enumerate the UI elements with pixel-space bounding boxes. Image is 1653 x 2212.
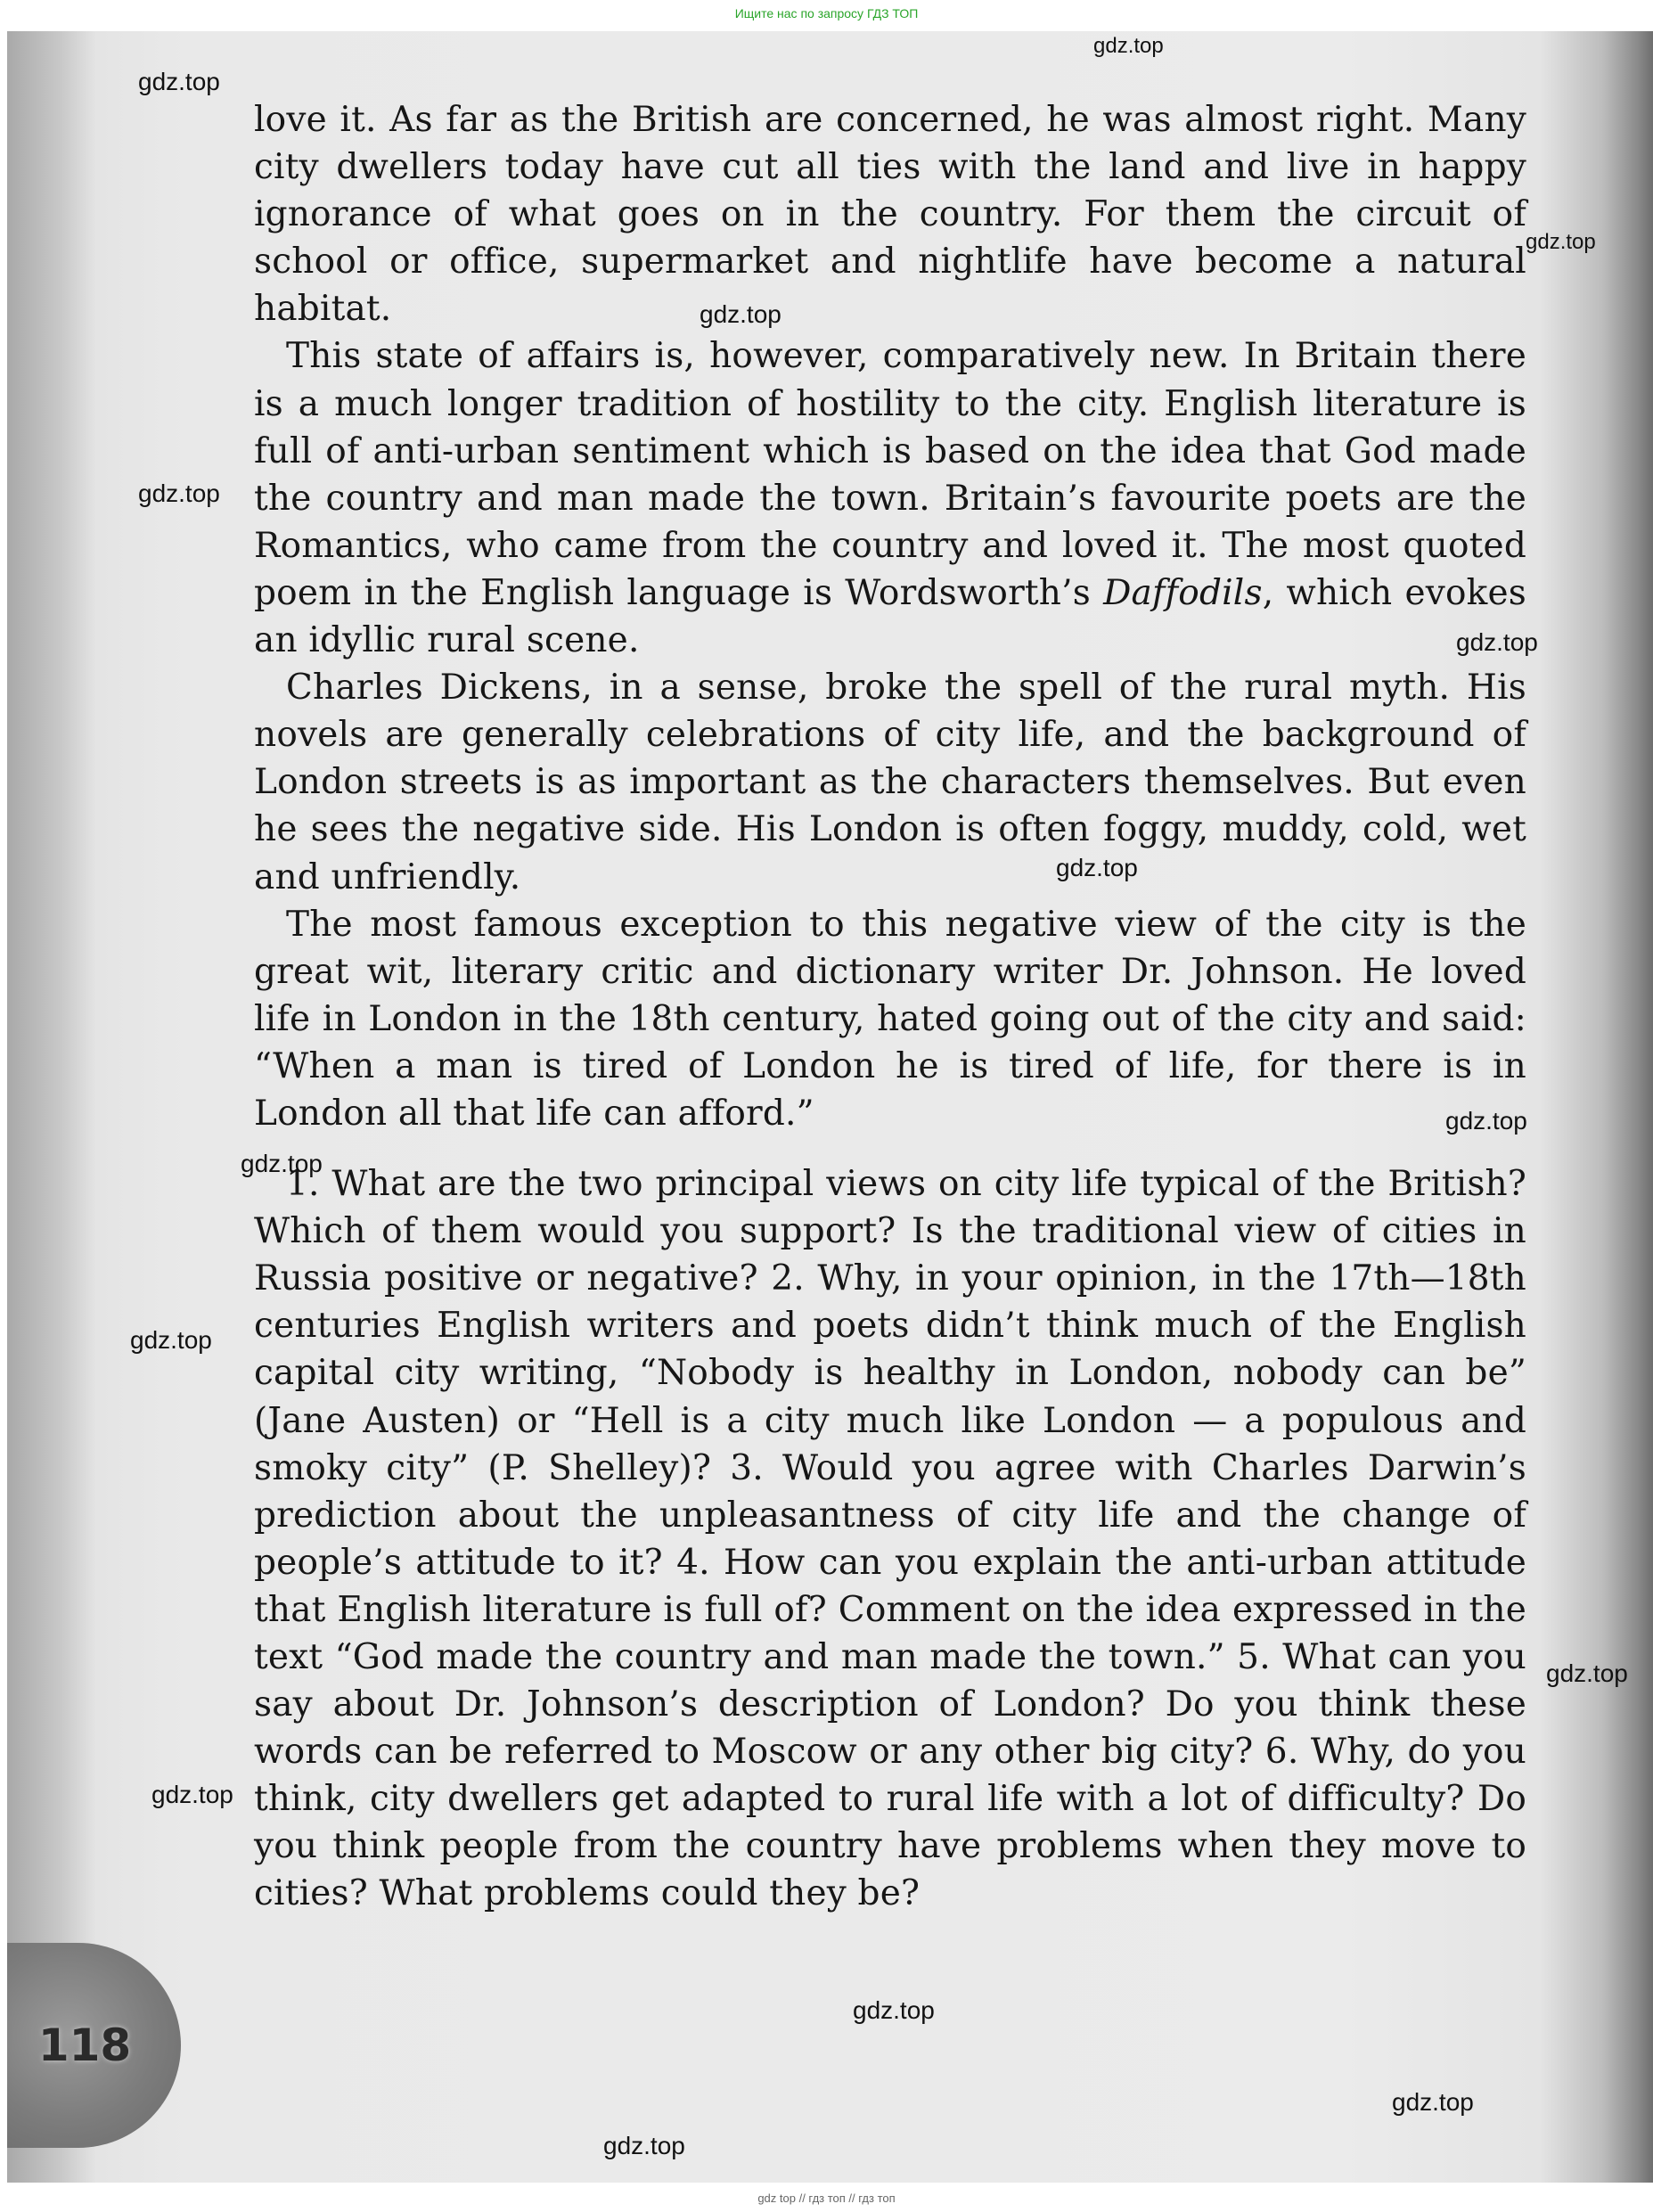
poem-title: Daffodils [1103,572,1263,613]
page-number: 118 [37,2019,132,2071]
watermark: gdz.top [1445,1107,1527,1135]
paragraph-2-tail: , which evokes an idyllic rural scene. [254,572,1526,661]
paragraph-3: Charles Dickens, in a sense, broke the spell of the rural myth. His novels are generally celebrations of city life, and the background of London streets is as important as the characters themselves. But even he sees the negative side. His London is often foggy, muddy, cold, wet and unfriendly. [254,668,1526,897]
watermark: gdz.top [1526,230,1596,254]
watermark: gdz.top [241,1150,323,1177]
discussion-questions: 1. What are the two principal views on city life typical of the British? Which of them would you support? Is the traditional view of cities in Russia positive or negative? 2. Why, in your opinion, in the 17th—18th centuries English writers and poets didn’t think much of the English capital city writing, “Nobody is healthy in London, nobody can be” (Jane Austen) or “Hell is a city much like London — a populous and smoky city” (P. Shelley)? 3. Would you agree with Charles Darwin’s prediction about the unpleasantness of city life and the change of people’s attitude to it? 4. How can you explain the anti-urban attitude that English literature is full of? Comment on the idea expressed in the text “God made the country and man made the town.” 5. What can you say about Dr. Johnson’s description of London? Do you think these words can be referred to Moscow or any other big city? 6. Why, do you think, city dwellers get adapted to rural life with a lot of difficulty? Do you think people from the country have problems when they move to cities? What problems could they be? [254,1164,1526,1914]
watermark: gdz.top [1093,34,1164,58]
paragraph-2 [254,332,1526,664]
watermark: gdz.top [1546,1659,1628,1687]
watermark: gdz.top [700,300,781,328]
watermark: gdz.top [138,68,220,95]
watermark: gdz.top [1056,854,1138,881]
watermark: gdz.top [853,1996,935,2024]
watermark: gdz.top [151,1781,233,1808]
watermark: gdz.top [138,479,220,507]
paragraph-4: The most famous exception to this negative view of the city is the great wit, literary critic and dictionary writer Dr. Johnson. He loved life in London in the 18th century, hated going out of the city and said: “When a man is tired of London he is tired of life, for there is in London all that life can afford.” [254,904,1526,1134]
section-gap [254,1137,1526,1160]
paragraph-2-text: This state of affairs is, however, comparatively new. In Britain there is a much longer tradition of hostility to the city. English literature is full of anti-urban sentiment which is based on the idea that God made the country and man made the town. Britain’s favourite poets are the Romantics, who came from the country and loved it. The most quoted poem in the English language is Wordsworth’s [254,336,1526,613]
watermark: gdz.top [130,1326,212,1354]
page-text [254,96,1526,1918]
watermark: gdz.top [1392,2088,1474,2116]
bottom-banner: gdz top // гдз топ // гдз топ [757,2192,896,2205]
watermark: gdz.top [603,2132,685,2159]
paragraph-1: love it. As far as the British are concerned, he was almost right. Many city dwellers today have cut all ties with the land and live in happy ignorance of what goes on in the country. For them the circuit of school or office, supermarket and nightlife have become a natural habitat. [254,100,1526,330]
watermark: gdz.top [1456,628,1538,656]
top-banner: Ищите нас по запросу ГДЗ ТОП [734,6,919,20]
